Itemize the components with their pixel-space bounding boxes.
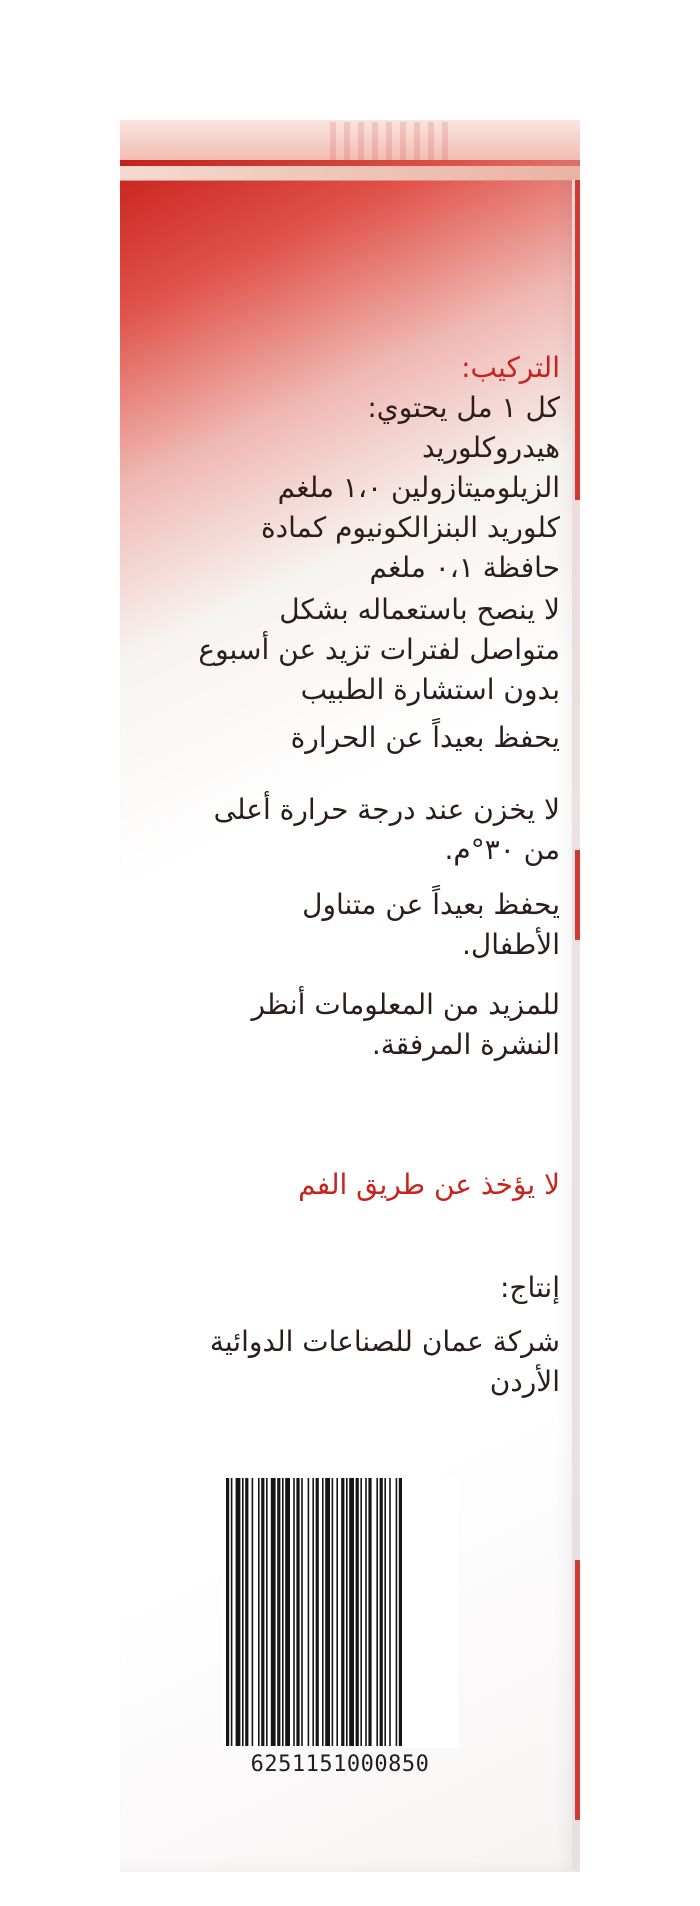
barcode-bar [226, 1478, 229, 1746]
composition-title: التركيب: [461, 351, 560, 384]
composition-line: هيدروكلوريد [421, 431, 560, 464]
barcode-bar [356, 1478, 359, 1746]
composition-section [120, 348, 560, 588]
barcode-bar [396, 1478, 398, 1746]
barcode-bar [384, 1478, 386, 1746]
manufacturer-line: الأردن [489, 1365, 560, 1398]
edge-red-mark-bottom [575, 1560, 580, 1820]
storage-temp-section [120, 790, 560, 870]
barcode-bar [322, 1478, 324, 1746]
barcode-bar [332, 1478, 334, 1746]
leaflet-line: النشرة المرفقة. [371, 1028, 560, 1061]
composition-line: كل ١ مل يحتوي: [367, 391, 560, 424]
barcode-bar [349, 1478, 354, 1746]
manufacturer-line: شركة عمان للصناعات الدوائية [209, 1325, 560, 1358]
barcode-bar [282, 1478, 284, 1746]
box-top-edge [120, 166, 580, 181]
edge-red-mark-top [575, 180, 580, 500]
barcode-bar [271, 1478, 276, 1746]
barcode-bar [266, 1478, 268, 1746]
children-warning-line: الأطفال. [462, 928, 560, 961]
box-top-print [330, 122, 450, 164]
composition-line: الزيلوميتازولين ١،٠ ملغم [277, 471, 560, 504]
barcode-bar [258, 1478, 260, 1746]
barcode-bar [376, 1478, 378, 1746]
usage-warning-section [120, 590, 560, 710]
barcode-bar [236, 1478, 241, 1746]
children-warning-section [120, 885, 560, 965]
barcode-bar [360, 1478, 362, 1746]
barcode-bar [285, 1478, 290, 1746]
barcode-number: 6251151000850 [250, 1752, 430, 1777]
barcode-bar [231, 1478, 233, 1746]
composition-line: كلوريد البنزالكونيوم كمادة [260, 511, 560, 544]
barcode-bar [341, 1478, 344, 1746]
usage-warning-line: لا ينصح باستعماله بشكل [279, 593, 560, 626]
edge-red-mark-middle [575, 850, 580, 940]
children-warning-line: يحفظ بعيداً عن متناول [302, 888, 560, 921]
storage-heat-section [120, 718, 560, 758]
barcode-bar [365, 1478, 367, 1746]
storage-temp-line: من ٣٠°م. [444, 833, 560, 866]
storage-heat-text: يحفظ بعيداً عن الحرارة [290, 721, 560, 754]
barcode-bar [277, 1478, 280, 1746]
barcode-bar [301, 1478, 303, 1746]
storage-temp-line: لا يخزن عند درجة حرارة أعلى [213, 793, 560, 826]
barcode-bar [308, 1478, 310, 1746]
barcode-bar [389, 1478, 391, 1746]
barcode-bar [296, 1478, 299, 1746]
oral-warning-text: لا يؤخذ عن طريق الفم [298, 1168, 560, 1201]
manufacturer-name-section [120, 1322, 560, 1402]
barcode [222, 1478, 458, 1748]
barcode-bar [245, 1478, 248, 1746]
usage-warning-line: متواصل لفترات تزيد عن أسبوع [198, 633, 560, 666]
barcode-bar [261, 1478, 264, 1746]
barcode-bar [380, 1478, 383, 1746]
manufacturer-label: إنتاج: [499, 1271, 560, 1304]
barcode-bars [222, 1478, 458, 1748]
usage-warning-line: بدون استشارة الطبيب [300, 673, 560, 706]
barcode-bar [252, 1478, 254, 1746]
oral-warning-section [120, 1165, 560, 1205]
composition-line: حافظة ٠،١ ملغم [369, 551, 560, 584]
barcode-bar [325, 1478, 330, 1746]
barcode-bar [368, 1478, 371, 1746]
barcode-bar [346, 1478, 348, 1746]
barcode-bar [242, 1478, 244, 1746]
barcode-bar [399, 1478, 402, 1746]
barcode-bar [293, 1478, 295, 1746]
barcode-bar [312, 1478, 314, 1746]
manufacturer-section [120, 1268, 560, 1308]
barcode-bar [316, 1478, 319, 1746]
leaflet-line: للمزيد من المعلومات أنظر [251, 988, 560, 1021]
barcode-bar [336, 1478, 338, 1746]
leaflet-section [120, 985, 560, 1065]
